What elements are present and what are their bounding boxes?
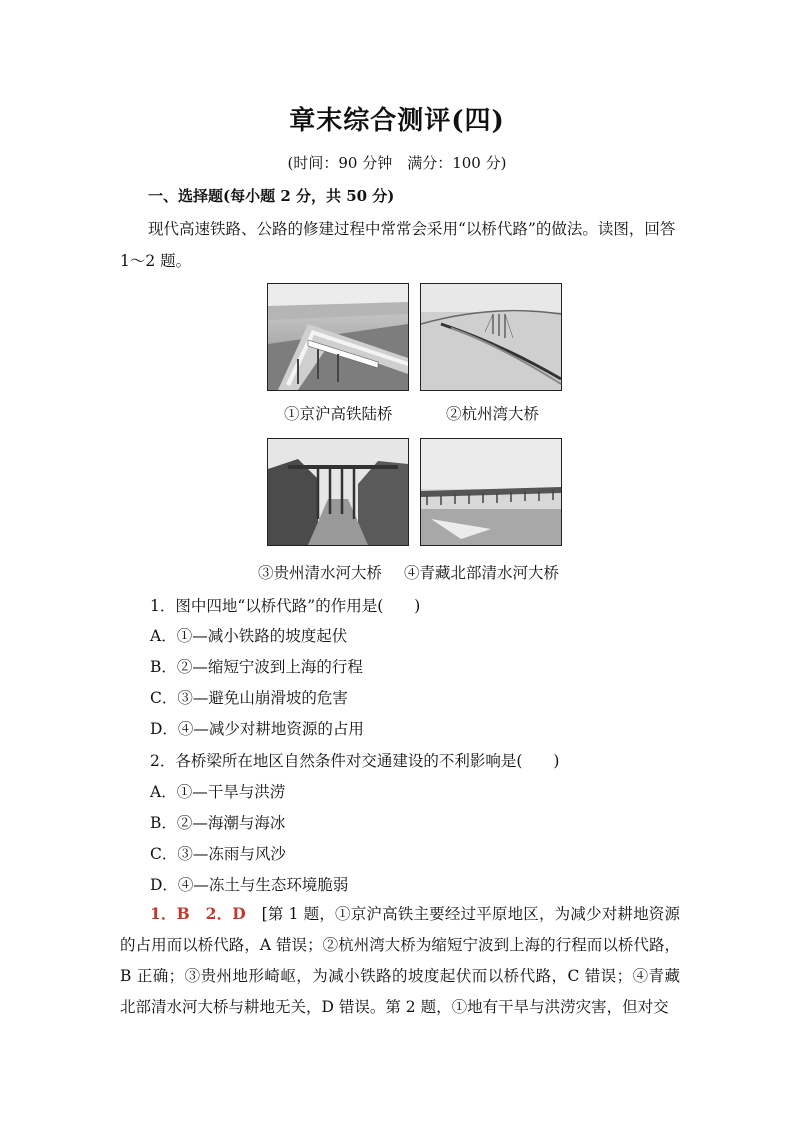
figure-caption-4: ④青藏北部清水河大桥 xyxy=(404,564,560,582)
figure-caption-3: ③贵州清水河大桥 xyxy=(258,564,383,582)
question-2-stem: 2．各桥梁所在地区自然条件对交通建设的不利影响是( ) xyxy=(150,752,560,770)
section-heading: 一、选择题(每小题 2 分，共 50 分) xyxy=(148,187,395,205)
plateau-bridge-image xyxy=(421,439,561,545)
question-2-option-d: D．④—冻土与生态环境脆弱 xyxy=(150,876,349,894)
question-1-stem: 1．图中四地“以桥代路”的作用是( ) xyxy=(150,597,421,615)
answer-key: 1．B 2．D xyxy=(150,904,246,923)
question-2-option-a: A．①—干旱与洪涝 xyxy=(150,783,286,801)
photo-jinghu-viaduct xyxy=(267,283,409,391)
intro-paragraph: 现代高速铁路、公路的修建过程中常常会采用“以桥代路”的做法。读图，回答 1～2 题。 xyxy=(120,220,676,270)
exam-meta: (时间：90 分钟 满分：100 分) xyxy=(287,154,507,172)
sea-bridge-image xyxy=(421,284,561,390)
question-2-option-c: C．③—冻雨与风沙 xyxy=(150,845,286,863)
photo-qingzang-bridge xyxy=(420,438,562,546)
figure-caption-1: ①京沪高铁陆桥 xyxy=(284,405,393,423)
question-1-option-c: C．③—避免山崩滑坡的危害 xyxy=(150,689,348,707)
question-2-option-b: B．②—海潮与海冰 xyxy=(150,814,286,832)
question-1-option-a: A．①—减小铁路的坡度起伏 xyxy=(150,627,348,645)
photo-hangzhou-bay-bridge xyxy=(420,283,562,391)
gorge-bridge-image xyxy=(268,439,408,545)
explanation-text: [第 1 题，①京沪高铁主要经过平原地区，为减少对耕地资源的占用而以桥代路，A 错误；②杭州湾大桥为缩短宁波到上海的行程而以桥代路，B 正确；③贵州地形崎岖，为减小铁路的坡度起伏而以桥代路，C 错误；④青藏北部清水河大桥与耕地无关，D 错误。第 2 题，①地有干旱与洪涝灾害，但对交 xyxy=(120,905,680,1016)
figure-caption-2: ②杭州湾大桥 xyxy=(446,405,540,423)
railway-viaduct-image xyxy=(268,284,408,390)
question-1-option-d: D．④—减少对耕地资源的占用 xyxy=(150,720,364,738)
page-title: 章末综合测评(四) xyxy=(289,106,505,136)
question-1-option-b: B．②—缩短宁波到上海的行程 xyxy=(150,658,363,676)
answer-explanation xyxy=(120,898,680,1023)
photo-guizhou-bridge xyxy=(267,438,409,546)
